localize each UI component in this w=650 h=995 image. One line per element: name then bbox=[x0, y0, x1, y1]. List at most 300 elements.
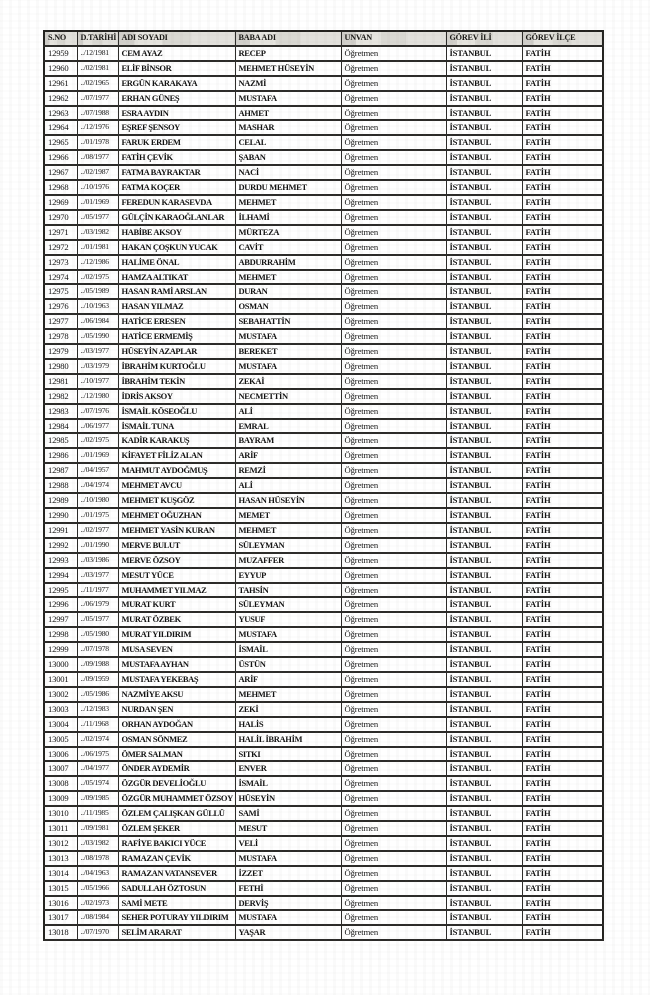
cell-city: İSTANBUL bbox=[446, 106, 522, 121]
cell-city: İSTANBUL bbox=[446, 672, 522, 687]
cell-father: MEHMET bbox=[235, 195, 341, 210]
cell-city: İSTANBUL bbox=[446, 776, 522, 791]
cell-title: Öğretmen bbox=[341, 225, 446, 240]
cell-name: KİFAYET FİLİZ ALAN bbox=[118, 448, 235, 463]
cell-sno: 12984 bbox=[44, 419, 77, 434]
cell-father: HÜSEYİN bbox=[235, 791, 341, 806]
cell-sno: 12995 bbox=[44, 583, 77, 598]
cell-father: SITKI bbox=[235, 747, 341, 762]
cell-district: FATİH bbox=[522, 747, 603, 762]
table-row bbox=[44, 806, 603, 821]
cell-name: GÜLÇİN KARAOĞLANLAR bbox=[118, 210, 235, 225]
table-row bbox=[44, 896, 603, 911]
cell-title: Öğretmen bbox=[341, 776, 446, 791]
cell-name: MUSTAFA YEKEBAŞ bbox=[118, 672, 235, 687]
cell-district: FATİH bbox=[522, 732, 603, 747]
cell-city: İSTANBUL bbox=[446, 732, 522, 747]
cell-date: ../06/1975 bbox=[77, 747, 118, 762]
cell-city: İSTANBUL bbox=[446, 821, 522, 836]
cell-date: ../02/1981 bbox=[77, 61, 118, 76]
cell-father: DURAN bbox=[235, 284, 341, 299]
cell-title: Öğretmen bbox=[341, 896, 446, 911]
cell-city: İSTANBUL bbox=[446, 910, 522, 925]
cell-city: İSTANBUL bbox=[446, 508, 522, 523]
cell-date: ../07/1978 bbox=[77, 642, 118, 657]
cell-city: İSTANBUL bbox=[446, 627, 522, 642]
cell-date: ../03/1977 bbox=[77, 568, 118, 583]
cell-name: ÖZGÜR MUHAMMET ÖZSOY bbox=[118, 791, 235, 806]
cell-district: FATİH bbox=[522, 374, 603, 389]
cell-district: FATİH bbox=[522, 299, 603, 314]
table-row bbox=[44, 433, 603, 448]
cell-father: DURDU MEHMET bbox=[235, 180, 341, 195]
cell-name: MERVE BULUT bbox=[118, 538, 235, 553]
cell-district: FATİH bbox=[522, 761, 603, 776]
cell-title: Öğretmen bbox=[341, 597, 446, 612]
cell-sno: 12982 bbox=[44, 389, 77, 404]
cell-name: SAMİ METE bbox=[118, 896, 235, 911]
cell-title: Öğretmen bbox=[341, 866, 446, 881]
cell-city: İSTANBUL bbox=[446, 433, 522, 448]
cell-district: FATİH bbox=[522, 642, 603, 657]
cell-district: FATİH bbox=[522, 806, 603, 821]
table-row bbox=[44, 553, 603, 568]
cell-city: İSTANBUL bbox=[446, 761, 522, 776]
cell-father: CAVİT bbox=[235, 240, 341, 255]
cell-name: İBRAHİM TEKİN bbox=[118, 374, 235, 389]
table-row bbox=[44, 463, 603, 478]
cell-city: İSTANBUL bbox=[446, 836, 522, 851]
cell-date: ../10/1980 bbox=[77, 493, 118, 508]
cell-father: ARİF bbox=[235, 448, 341, 463]
cell-city: İSTANBUL bbox=[446, 642, 522, 657]
cell-date: ../05/1980 bbox=[77, 627, 118, 642]
table-row bbox=[44, 344, 603, 359]
cell-date: ../10/1963 bbox=[77, 299, 118, 314]
table-row bbox=[44, 493, 603, 508]
cell-father: SAMİ bbox=[235, 806, 341, 821]
table-row bbox=[44, 836, 603, 851]
cell-date: ../07/1988 bbox=[77, 106, 118, 121]
cell-name: MUSA SEVEN bbox=[118, 642, 235, 657]
cell-district: FATİH bbox=[522, 821, 603, 836]
cell-date: ../05/1989 bbox=[77, 284, 118, 299]
cell-father: ZEKAİ bbox=[235, 374, 341, 389]
cell-title: Öğretmen bbox=[341, 255, 446, 270]
cell-title: Öğretmen bbox=[341, 568, 446, 583]
cell-title: Öğretmen bbox=[341, 135, 446, 150]
cell-title: Öğretmen bbox=[341, 61, 446, 76]
cell-district: FATİH bbox=[522, 508, 603, 523]
cell-title: Öğretmen bbox=[341, 732, 446, 747]
table-row bbox=[44, 702, 603, 717]
cell-name: ESRA AYDIN bbox=[118, 106, 235, 121]
cell-title: Öğretmen bbox=[341, 478, 446, 493]
cell-sno: 13017 bbox=[44, 910, 77, 925]
cell-city: İSTANBUL bbox=[446, 687, 522, 702]
cell-district: FATİH bbox=[522, 195, 603, 210]
cell-sno: 13003 bbox=[44, 702, 77, 717]
cell-district: FATİH bbox=[522, 627, 603, 642]
cell-title: Öğretmen bbox=[341, 46, 446, 61]
cell-name: ÖNDER AYDEMİR bbox=[118, 761, 235, 776]
cell-date: ../01/1975 bbox=[77, 508, 118, 523]
cell-sno: 13008 bbox=[44, 776, 77, 791]
cell-name: HATİCE ERESEN bbox=[118, 314, 235, 329]
header-row bbox=[44, 31, 603, 46]
cell-father: ENVER bbox=[235, 761, 341, 776]
cell-city: İSTANBUL bbox=[446, 597, 522, 612]
table-row bbox=[44, 642, 603, 657]
cell-date: ../11/1977 bbox=[77, 583, 118, 598]
cell-name: MAHMUT AYDOĞMUŞ bbox=[118, 463, 235, 478]
cell-date: ../02/1977 bbox=[77, 523, 118, 538]
cell-title: Öğretmen bbox=[341, 747, 446, 762]
cell-city: İSTANBUL bbox=[446, 851, 522, 866]
cell-sno: 12964 bbox=[44, 120, 77, 135]
cell-father: MASHAR bbox=[235, 120, 341, 135]
cell-name: ÖMER SALMAN bbox=[118, 747, 235, 762]
table-row bbox=[44, 150, 603, 165]
cell-date: ../01/1981 bbox=[77, 240, 118, 255]
cell-city: İSTANBUL bbox=[446, 583, 522, 598]
cell-sno: 12968 bbox=[44, 180, 77, 195]
cell-title: Öğretmen bbox=[341, 851, 446, 866]
cell-sno: 12960 bbox=[44, 61, 77, 76]
cell-district: FATİH bbox=[522, 463, 603, 478]
cell-title: Öğretmen bbox=[341, 508, 446, 523]
cell-title: Öğretmen bbox=[341, 657, 446, 672]
cell-father: MÜRTEZA bbox=[235, 225, 341, 240]
cell-date: ../01/1969 bbox=[77, 448, 118, 463]
cell-date: ../10/1977 bbox=[77, 374, 118, 389]
cell-name: İSMAİL KÖSEOĞLU bbox=[118, 404, 235, 419]
cell-name: MUHAMMET YILMAZ bbox=[118, 583, 235, 598]
cell-city: İSTANBUL bbox=[446, 225, 522, 240]
cell-district: FATİH bbox=[522, 687, 603, 702]
cell-city: İSTANBUL bbox=[446, 791, 522, 806]
cell-title: Öğretmen bbox=[341, 314, 446, 329]
table-row bbox=[44, 583, 603, 598]
cell-title: Öğretmen bbox=[341, 284, 446, 299]
cell-name: MESUT YÜCE bbox=[118, 568, 235, 583]
cell-title: Öğretmen bbox=[341, 106, 446, 121]
cell-date: ../03/1977 bbox=[77, 344, 118, 359]
cell-father: DERVİŞ bbox=[235, 896, 341, 911]
cell-sno: 12999 bbox=[44, 642, 77, 657]
table-row bbox=[44, 597, 603, 612]
cell-father: MUSTAFA bbox=[235, 627, 341, 642]
cell-district: FATİH bbox=[522, 46, 603, 61]
cell-district: FATİH bbox=[522, 791, 603, 806]
cell-city: İSTANBUL bbox=[446, 448, 522, 463]
cell-title: Öğretmen bbox=[341, 150, 446, 165]
cell-name: HALİME ÖNAL bbox=[118, 255, 235, 270]
cell-name: MEHMET AVCU bbox=[118, 478, 235, 493]
cell-father: REMZİ bbox=[235, 463, 341, 478]
cell-city: İSTANBUL bbox=[446, 896, 522, 911]
cell-date: ../09/1981 bbox=[77, 821, 118, 836]
cell-name: HÜSEYİN AZAPLAR bbox=[118, 344, 235, 359]
cell-date: ../04/1957 bbox=[77, 463, 118, 478]
cell-name: ÖZLEM ŞEKER bbox=[118, 821, 235, 836]
cell-title: Öğretmen bbox=[341, 642, 446, 657]
cell-title: Öğretmen bbox=[341, 583, 446, 598]
cell-city: İSTANBUL bbox=[446, 91, 522, 106]
cell-title: Öğretmen bbox=[341, 687, 446, 702]
cell-name: ERHAN GÜNEŞ bbox=[118, 91, 235, 106]
cell-name: İDRİS AKSOY bbox=[118, 389, 235, 404]
cell-date: ../03/1982 bbox=[77, 836, 118, 851]
cell-father: MEMET bbox=[235, 508, 341, 523]
table-row bbox=[44, 314, 603, 329]
cell-date: ../04/1963 bbox=[77, 866, 118, 881]
cell-title: Öğretmen bbox=[341, 627, 446, 642]
cell-city: İSTANBUL bbox=[446, 374, 522, 389]
cell-name: FEREDUN KARASEVDA bbox=[118, 195, 235, 210]
cell-father: ALİ bbox=[235, 404, 341, 419]
cell-city: İSTANBUL bbox=[446, 553, 522, 568]
cell-district: FATİH bbox=[522, 419, 603, 434]
cell-title: Öğretmen bbox=[341, 538, 446, 553]
cell-sno: 13005 bbox=[44, 732, 77, 747]
cell-date: ../12/1980 bbox=[77, 389, 118, 404]
cell-father: ARİF bbox=[235, 672, 341, 687]
cell-sno: 13002 bbox=[44, 687, 77, 702]
cell-sno: 12973 bbox=[44, 255, 77, 270]
cell-sno: 12969 bbox=[44, 195, 77, 210]
table-row bbox=[44, 419, 603, 434]
cell-date: ../09/1959 bbox=[77, 672, 118, 687]
column-header-district: GÖREV İLÇE bbox=[522, 31, 603, 46]
cell-father: MESUT bbox=[235, 821, 341, 836]
table-header bbox=[44, 31, 603, 46]
cell-title: Öğretmen bbox=[341, 359, 446, 374]
cell-city: İSTANBUL bbox=[446, 76, 522, 91]
table-row bbox=[44, 120, 603, 135]
cell-district: FATİH bbox=[522, 612, 603, 627]
table-row bbox=[44, 776, 603, 791]
cell-city: İSTANBUL bbox=[446, 925, 522, 940]
cell-city: İSTANBUL bbox=[446, 389, 522, 404]
cell-date: ../06/1984 bbox=[77, 314, 118, 329]
table-row bbox=[44, 165, 603, 180]
cell-sno: 13018 bbox=[44, 925, 77, 940]
cell-district: FATİH bbox=[522, 881, 603, 896]
cell-date: ../01/1990 bbox=[77, 538, 118, 553]
cell-title: Öğretmen bbox=[341, 821, 446, 836]
cell-city: İSTANBUL bbox=[446, 61, 522, 76]
cell-father: SÜLEYMAN bbox=[235, 597, 341, 612]
cell-title: Öğretmen bbox=[341, 761, 446, 776]
cell-district: FATİH bbox=[522, 284, 603, 299]
cell-date: ../05/1977 bbox=[77, 210, 118, 225]
table-row bbox=[44, 299, 603, 314]
table-row bbox=[44, 538, 603, 553]
table-row bbox=[44, 747, 603, 762]
cell-name: HAKAN ÇOŞKUN YUCAK bbox=[118, 240, 235, 255]
cell-father: OSMAN bbox=[235, 299, 341, 314]
cell-date: ../05/1974 bbox=[77, 776, 118, 791]
table-row bbox=[44, 672, 603, 687]
cell-city: İSTANBUL bbox=[446, 463, 522, 478]
table-row bbox=[44, 657, 603, 672]
table-row bbox=[44, 717, 603, 732]
cell-name: HASAN RAMİ ARSLAN bbox=[118, 284, 235, 299]
cell-district: FATİH bbox=[522, 76, 603, 91]
cell-father: CELAL bbox=[235, 135, 341, 150]
cell-name: MEHMET KUŞGÖZ bbox=[118, 493, 235, 508]
cell-city: İSTANBUL bbox=[446, 240, 522, 255]
cell-date: ../02/1965 bbox=[77, 76, 118, 91]
cell-title: Öğretmen bbox=[341, 672, 446, 687]
table-row bbox=[44, 910, 603, 925]
cell-district: FATİH bbox=[522, 225, 603, 240]
table-row bbox=[44, 761, 603, 776]
cell-city: İSTANBUL bbox=[446, 120, 522, 135]
cell-district: FATİH bbox=[522, 389, 603, 404]
cell-district: FATİH bbox=[522, 597, 603, 612]
cell-city: İSTANBUL bbox=[446, 210, 522, 225]
cell-name: NAZMİYE AKSU bbox=[118, 687, 235, 702]
cell-father: ŞABAN bbox=[235, 150, 341, 165]
cell-father: RECEP bbox=[235, 46, 341, 61]
cell-father: İZZET bbox=[235, 866, 341, 881]
cell-date: ../05/1977 bbox=[77, 612, 118, 627]
cell-sno: 13000 bbox=[44, 657, 77, 672]
column-header-date: D.TARİHİ bbox=[77, 31, 118, 46]
table-row bbox=[44, 374, 603, 389]
personnel-table bbox=[43, 30, 604, 941]
cell-father: İSMAİL bbox=[235, 776, 341, 791]
cell-sno: 13006 bbox=[44, 747, 77, 762]
cell-title: Öğretmen bbox=[341, 523, 446, 538]
cell-father: MUSTAFA bbox=[235, 91, 341, 106]
cell-district: FATİH bbox=[522, 61, 603, 76]
cell-name: ORHAN AYDOĞAN bbox=[118, 717, 235, 732]
cell-city: İSTANBUL bbox=[446, 702, 522, 717]
cell-date: ../05/1966 bbox=[77, 881, 118, 896]
table-row bbox=[44, 627, 603, 642]
cell-date: ../03/1986 bbox=[77, 553, 118, 568]
cell-city: İSTANBUL bbox=[446, 135, 522, 150]
cell-father: FETHİ bbox=[235, 881, 341, 896]
cell-name: İSMAİL TUNA bbox=[118, 419, 235, 434]
cell-city: İSTANBUL bbox=[446, 180, 522, 195]
cell-district: FATİH bbox=[522, 433, 603, 448]
cell-sno: 12987 bbox=[44, 463, 77, 478]
cell-title: Öğretmen bbox=[341, 791, 446, 806]
cell-sno: 12985 bbox=[44, 433, 77, 448]
cell-district: FATİH bbox=[522, 702, 603, 717]
cell-date: ../09/1988 bbox=[77, 657, 118, 672]
cell-district: FATİH bbox=[522, 836, 603, 851]
cell-father: MUSTAFA bbox=[235, 329, 341, 344]
cell-sno: 13009 bbox=[44, 791, 77, 806]
cell-date: ../12/1983 bbox=[77, 702, 118, 717]
cell-sno: 13015 bbox=[44, 881, 77, 896]
cell-sno: 12993 bbox=[44, 553, 77, 568]
cell-city: İSTANBUL bbox=[446, 657, 522, 672]
cell-sno: 13014 bbox=[44, 866, 77, 881]
cell-district: FATİH bbox=[522, 314, 603, 329]
cell-sno: 12994 bbox=[44, 568, 77, 583]
cell-sno: 12992 bbox=[44, 538, 77, 553]
cell-date: ../02/1975 bbox=[77, 270, 118, 285]
cell-sno: 12979 bbox=[44, 344, 77, 359]
cell-name: NURDAN ŞEN bbox=[118, 702, 235, 717]
cell-date: ../07/1970 bbox=[77, 925, 118, 940]
cell-father: BEREKET bbox=[235, 344, 341, 359]
cell-sno: 12978 bbox=[44, 329, 77, 344]
cell-name: HASAN YILMAZ bbox=[118, 299, 235, 314]
cell-name: MEHMET YASİN KURAN bbox=[118, 523, 235, 538]
cell-name: KADİR KARAKUŞ bbox=[118, 433, 235, 448]
table-row bbox=[44, 106, 603, 121]
cell-title: Öğretmen bbox=[341, 195, 446, 210]
cell-date: ../08/1978 bbox=[77, 851, 118, 866]
cell-district: FATİH bbox=[522, 478, 603, 493]
cell-title: Öğretmen bbox=[341, 329, 446, 344]
cell-district: FATİH bbox=[522, 329, 603, 344]
cell-father: BAYRAM bbox=[235, 433, 341, 448]
cell-name: RAMAZAN VATANSEVER bbox=[118, 866, 235, 881]
cell-name: HATİCE ERMEMİŞ bbox=[118, 329, 235, 344]
table-row bbox=[44, 255, 603, 270]
cell-sno: 12975 bbox=[44, 284, 77, 299]
cell-sno: 12977 bbox=[44, 314, 77, 329]
cell-date: ../10/1976 bbox=[77, 180, 118, 195]
cell-sno: 12997 bbox=[44, 612, 77, 627]
cell-father: ÜSTÜN bbox=[235, 657, 341, 672]
cell-sno: 12971 bbox=[44, 225, 77, 240]
cell-district: FATİH bbox=[522, 717, 603, 732]
cell-father: YAŞAR bbox=[235, 925, 341, 940]
cell-sno: 12972 bbox=[44, 240, 77, 255]
cell-date: ../02/1973 bbox=[77, 896, 118, 911]
table-row bbox=[44, 135, 603, 150]
column-header-title: UNVAN bbox=[341, 31, 446, 46]
cell-name: RAFİYE BAKICI YÜCE bbox=[118, 836, 235, 851]
table-row bbox=[44, 329, 603, 344]
table-row bbox=[44, 687, 603, 702]
cell-title: Öğretmen bbox=[341, 493, 446, 508]
cell-district: FATİH bbox=[522, 910, 603, 925]
cell-date: ../01/1969 bbox=[77, 195, 118, 210]
cell-city: İSTANBUL bbox=[446, 881, 522, 896]
cell-city: İSTANBUL bbox=[446, 866, 522, 881]
cell-sno: 13012 bbox=[44, 836, 77, 851]
cell-name: SADULLAH ÖZTOSUN bbox=[118, 881, 235, 896]
table-row bbox=[44, 225, 603, 240]
cell-father: SÜLEYMAN bbox=[235, 538, 341, 553]
cell-sno: 13011 bbox=[44, 821, 77, 836]
cell-district: FATİH bbox=[522, 359, 603, 374]
table-row bbox=[44, 851, 603, 866]
cell-title: Öğretmen bbox=[341, 463, 446, 478]
table-row bbox=[44, 478, 603, 493]
cell-title: Öğretmen bbox=[341, 76, 446, 91]
cell-sno: 12990 bbox=[44, 508, 77, 523]
cell-district: FATİH bbox=[522, 448, 603, 463]
table-row bbox=[44, 508, 603, 523]
cell-father: HASAN HÜSEYİN bbox=[235, 493, 341, 508]
cell-title: Öğretmen bbox=[341, 910, 446, 925]
cell-sno: 12962 bbox=[44, 91, 77, 106]
cell-sno: 12959 bbox=[44, 46, 77, 61]
cell-name: ÖZLEM ÇALIŞKAN GÜLLÜ bbox=[118, 806, 235, 821]
cell-district: FATİH bbox=[522, 91, 603, 106]
